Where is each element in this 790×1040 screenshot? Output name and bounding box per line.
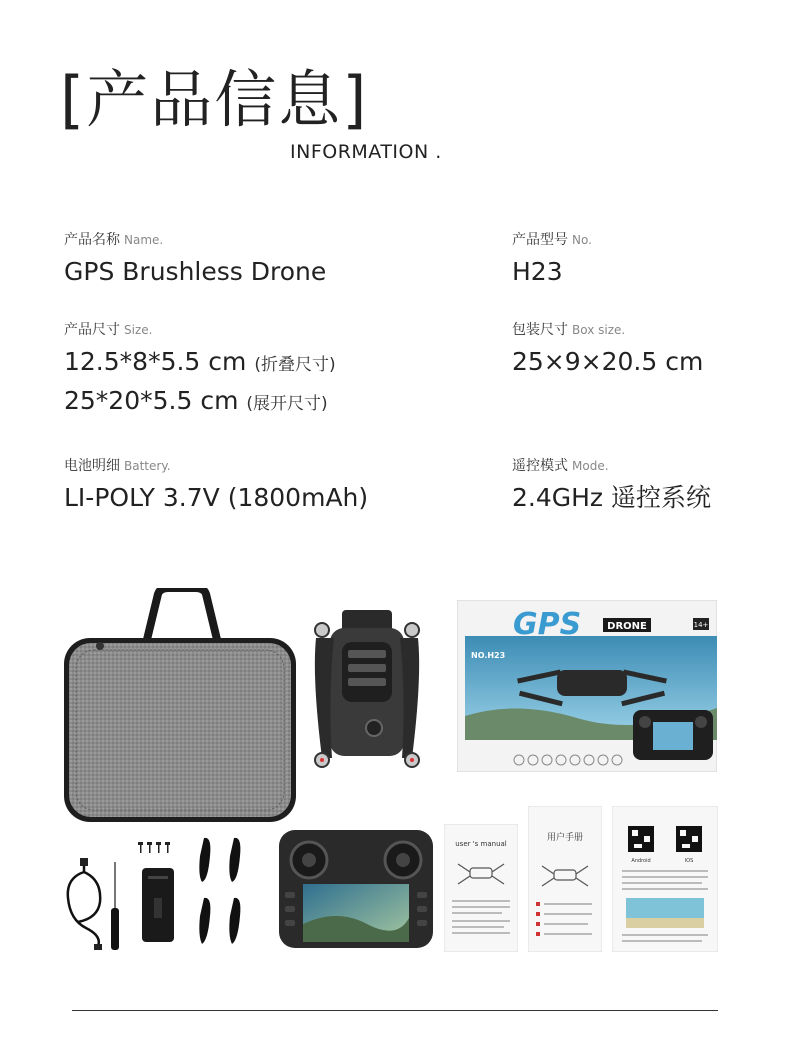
screws-image	[136, 842, 176, 854]
spec-battery-label-cn: 电池明细	[64, 458, 120, 474]
spec-size-folded-note: (折叠尺寸)	[254, 355, 336, 375]
spec-box-size-label-en: Box size.	[572, 323, 626, 337]
spec-size-folded: 12.5*8*5.5 cm	[64, 347, 247, 376]
spec-model-value: H23	[512, 257, 563, 286]
manual-en-title: user 's manual	[455, 840, 507, 848]
folded-drone-image	[312, 608, 422, 776]
spec-box-size	[512, 320, 703, 380]
box-tag-text: DRONE	[607, 621, 647, 632]
spec-size-label-cn: 产品尺寸	[64, 322, 120, 338]
carry-bag-image	[62, 588, 298, 824]
spec-name-value: GPS Brushless Drone	[64, 257, 327, 286]
manual-cn-title: 用户手册	[546, 833, 584, 843]
spec-size-unfolded-note: (展开尺寸)	[246, 394, 328, 414]
spec-box-size-label-cn: 包装尺寸	[512, 322, 568, 338]
spec-battery-label-en: Battery.	[124, 459, 171, 473]
spec-name-label-en: Name.	[124, 233, 164, 247]
spec-box-size-label	[512, 320, 703, 340]
spec-name	[64, 230, 326, 290]
spec-mode-label-cn: 遥控模式	[512, 458, 568, 474]
spec-mode-label-en: Mode.	[572, 459, 609, 473]
spec-size-label	[64, 320, 336, 340]
spec-size-line2	[64, 383, 336, 422]
page-title: [产品信息]	[60, 63, 369, 136]
spec-model	[512, 230, 592, 290]
manual-english-image	[444, 824, 518, 952]
battery-image	[142, 868, 174, 942]
spec-size-line1	[64, 344, 336, 383]
spec-model-label-cn: 产品型号	[512, 232, 568, 248]
remote-controller-image	[277, 828, 435, 950]
qr-android-label: Android	[631, 858, 651, 864]
manual-chinese-image	[528, 806, 602, 952]
spec-battery-label	[64, 456, 368, 476]
spec-model-label	[512, 230, 592, 250]
spec-size	[64, 320, 336, 422]
spec-box-size-value: 25×9×20.5 cm	[512, 347, 704, 376]
bottom-divider	[72, 1010, 718, 1011]
spec-size-label-en: Size.	[124, 323, 153, 337]
box-age-text: 14+	[693, 621, 709, 629]
info-header	[60, 62, 480, 182]
spec-battery-value: LI-POLY 3.7V (1800mAh)	[64, 483, 369, 512]
spec-mode	[512, 456, 711, 516]
spec-mode-label	[512, 456, 711, 476]
spare-propellers-image	[196, 836, 248, 948]
retail-box-image	[457, 600, 717, 772]
spec-model-label-en: No.	[572, 233, 592, 247]
app-qr-card-image	[612, 806, 718, 952]
spec-size-unfolded: 25*20*5.5 cm	[64, 386, 239, 415]
screwdriver-image	[108, 862, 122, 950]
spec-mode-value: 2.4GHz 遥控系统	[512, 483, 711, 512]
spec-name-label-cn: 产品名称	[64, 232, 120, 248]
spec-battery	[64, 456, 368, 516]
page-subtitle: INFORMATION .	[290, 141, 442, 163]
box-brand-text: GPS	[513, 607, 582, 642]
usb-cable-image	[62, 858, 108, 950]
box-model-text: NO.H23	[471, 651, 506, 660]
spec-name-label	[64, 230, 326, 250]
qr-ios-label: IOS	[684, 858, 694, 864]
